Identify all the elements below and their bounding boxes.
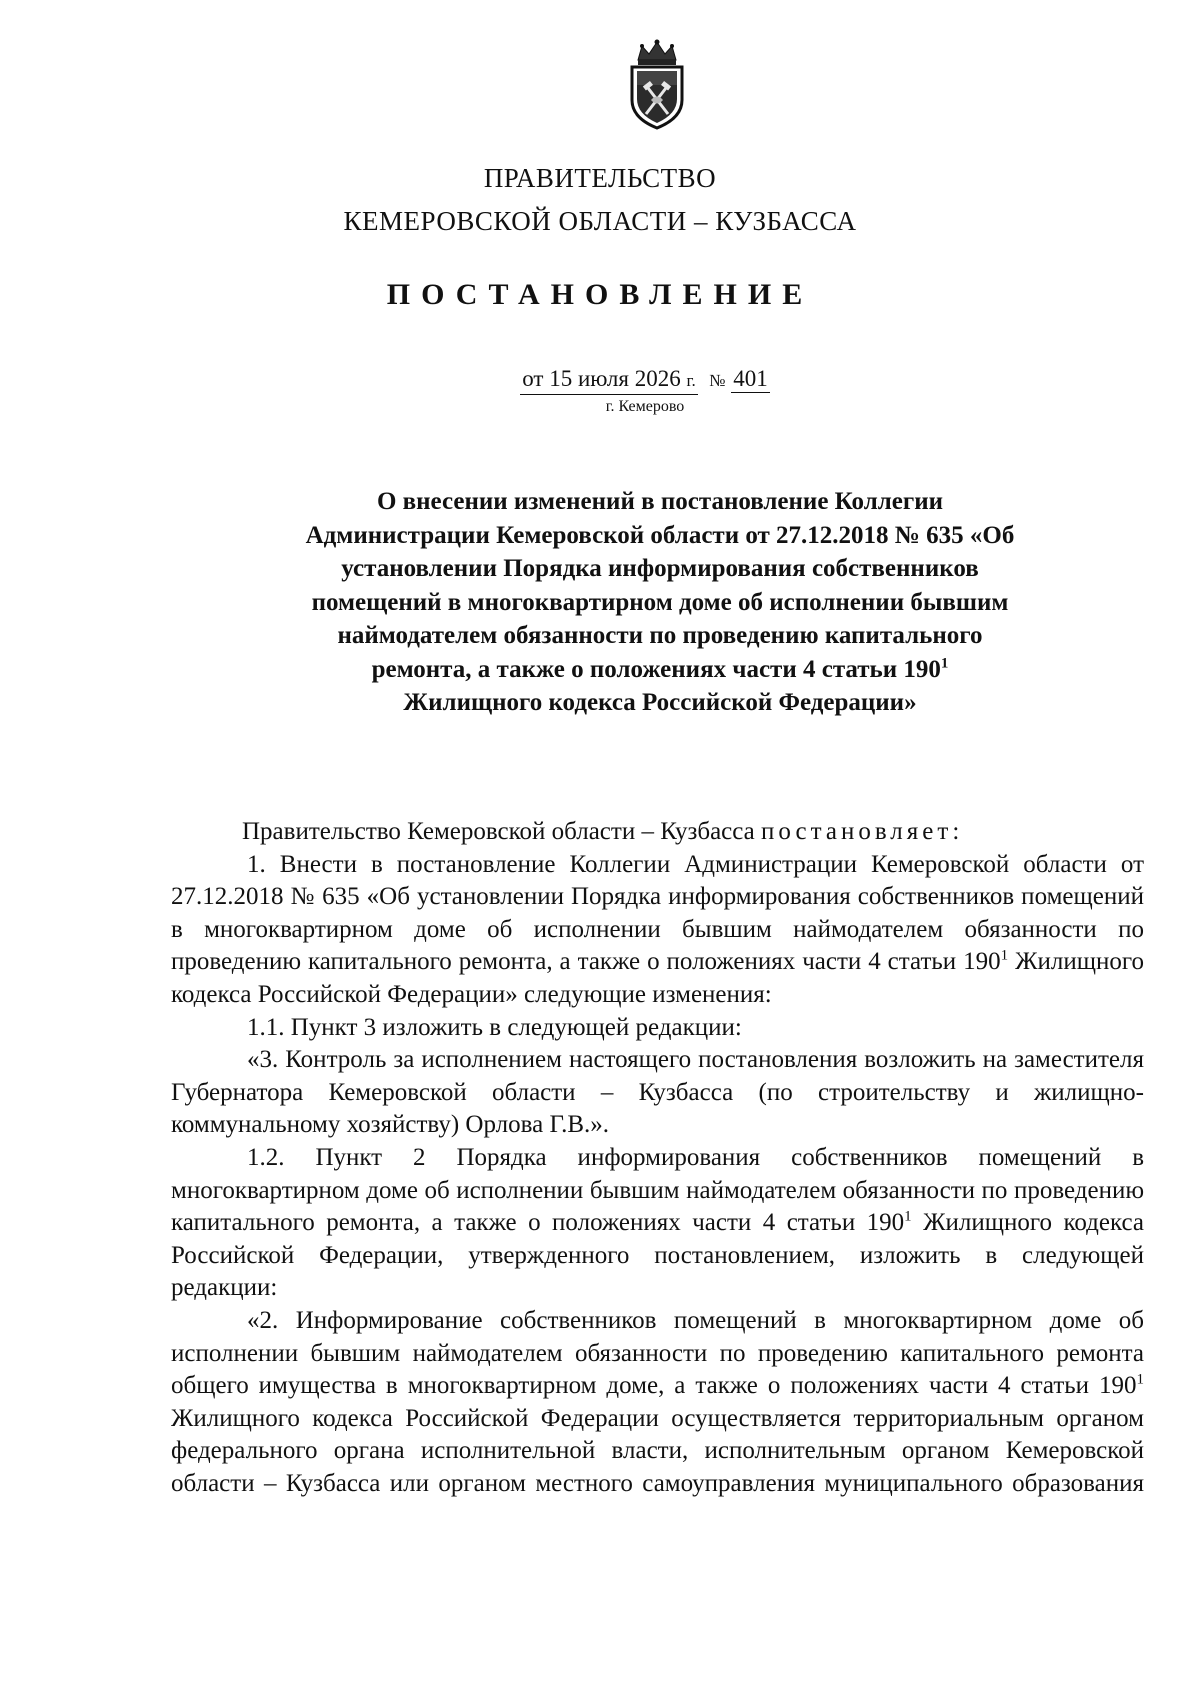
- paragraph-2-quote: [171, 1305, 1144, 1501]
- title-text-part1: О внесении изменений в постановление Коллегии Администрации Кемеровской области от 27.12.2018 № 635 «Об установлении Порядка информирования собственников помещений в многоквартирном доме об исполнении бывшим наймодателем обязанности по проведению капитального ремонта, а также о положениях части 4 статьи 190: [305, 488, 1015, 683]
- document-body: [171, 816, 1144, 1500]
- paragraph-1-2-superscript: 1: [904, 1208, 912, 1225]
- intro-paragraph: [171, 816, 1144, 849]
- paragraph-1-1-quote: «3. Контроль за исполнением настоящего постановления возложить на заместителя Губернатора Кемеровской области – Кузбасса (по строительству и жилищно-коммунальному хозяйству) Орлова Г.В.».: [171, 1046, 1144, 1139]
- paragraph-1-2-text-end: Жилищного кодекса Российской Федерации, утвержденного постановлением, изложить в следующей редакции:: [171, 1209, 1144, 1302]
- government-name-line1: ПРАВИТЕЛЬСТВО: [483, 163, 717, 193]
- kuzbass-coat-of-arms-icon: [624, 38, 690, 130]
- paragraph-1-text-start: 1. Внести в постановление Коллегии Администрации Кемеровской области от 27.12.2018 № 635 «Об установлении Порядка информирования собственников помещений в многоквартирном доме об исполнении бывшим наймодателем обязанности по проведению капитального ремонта, а также о положениях части 4 статьи 190: [171, 850, 1144, 976]
- paragraph-1-text-end: Жилищного кодекса Российской Федерации» следующие изменения:: [171, 948, 1144, 1008]
- title-superscript: 1: [940, 655, 949, 672]
- government-name-line2: КЕМЕРОВСКОЙ ОБЛАСТИ – КУЗБАССА: [343, 206, 857, 236]
- document-title: [300, 485, 1020, 720]
- intro-text: Правительство Кемеровской области – Кузбасса: [242, 818, 762, 845]
- paragraph-2-quote-text-end: Жилищного кодекса Российской Федерации осуществляется территориальным органом федерального органа исполнительной власти, исполнительным органом Кемеровской области – Кузбасса или органом местного самоуправления муниципального образования: [171, 1404, 1144, 1497]
- number-sign: №: [709, 371, 726, 390]
- document-city: г. Кемерово: [605, 398, 685, 415]
- paragraph-1-2: [171, 1142, 1144, 1305]
- document-number: 401: [733, 366, 768, 391]
- title-text-part2: Жилищного кодекса Российской Федерации»: [403, 689, 917, 716]
- paragraph-1-2-text-start: 1.2. Пункт 2 Порядка информирования собственников помещений в многоквартирном доме об исполнении бывшим наймодателем обязанности по проведению капитального ремонта, а также о положениях части 4 статьи 190: [171, 1143, 1144, 1237]
- paragraph-2-quote-text-start: «2. Информирование собственников помещений в многоквартирном доме об исполнении бывшим наймодателем обязанности по проведению капитального ремонта общего имущества в многоквартирном доме, а также о положениях части 4 статьи 190: [171, 1306, 1144, 1400]
- year-suffix: г.: [686, 371, 696, 390]
- intro-verb: постановляет: [761, 818, 953, 845]
- document-date: от 15 июля 2026: [522, 366, 681, 391]
- paragraph-2-quote-superscript: 1: [1136, 1371, 1144, 1388]
- document-type-heading: ПОСТАНОВЛЕНИЕ: [386, 278, 814, 311]
- paragraph-1-1: 1.1. Пункт 3 изложить в следующей редакции:: [247, 1013, 742, 1041]
- paragraph-1: [171, 849, 1144, 1012]
- date-number-line: [470, 366, 820, 395]
- paragraph-1-superscript: 1: [1000, 948, 1009, 965]
- intro-colon: :: [952, 818, 960, 845]
